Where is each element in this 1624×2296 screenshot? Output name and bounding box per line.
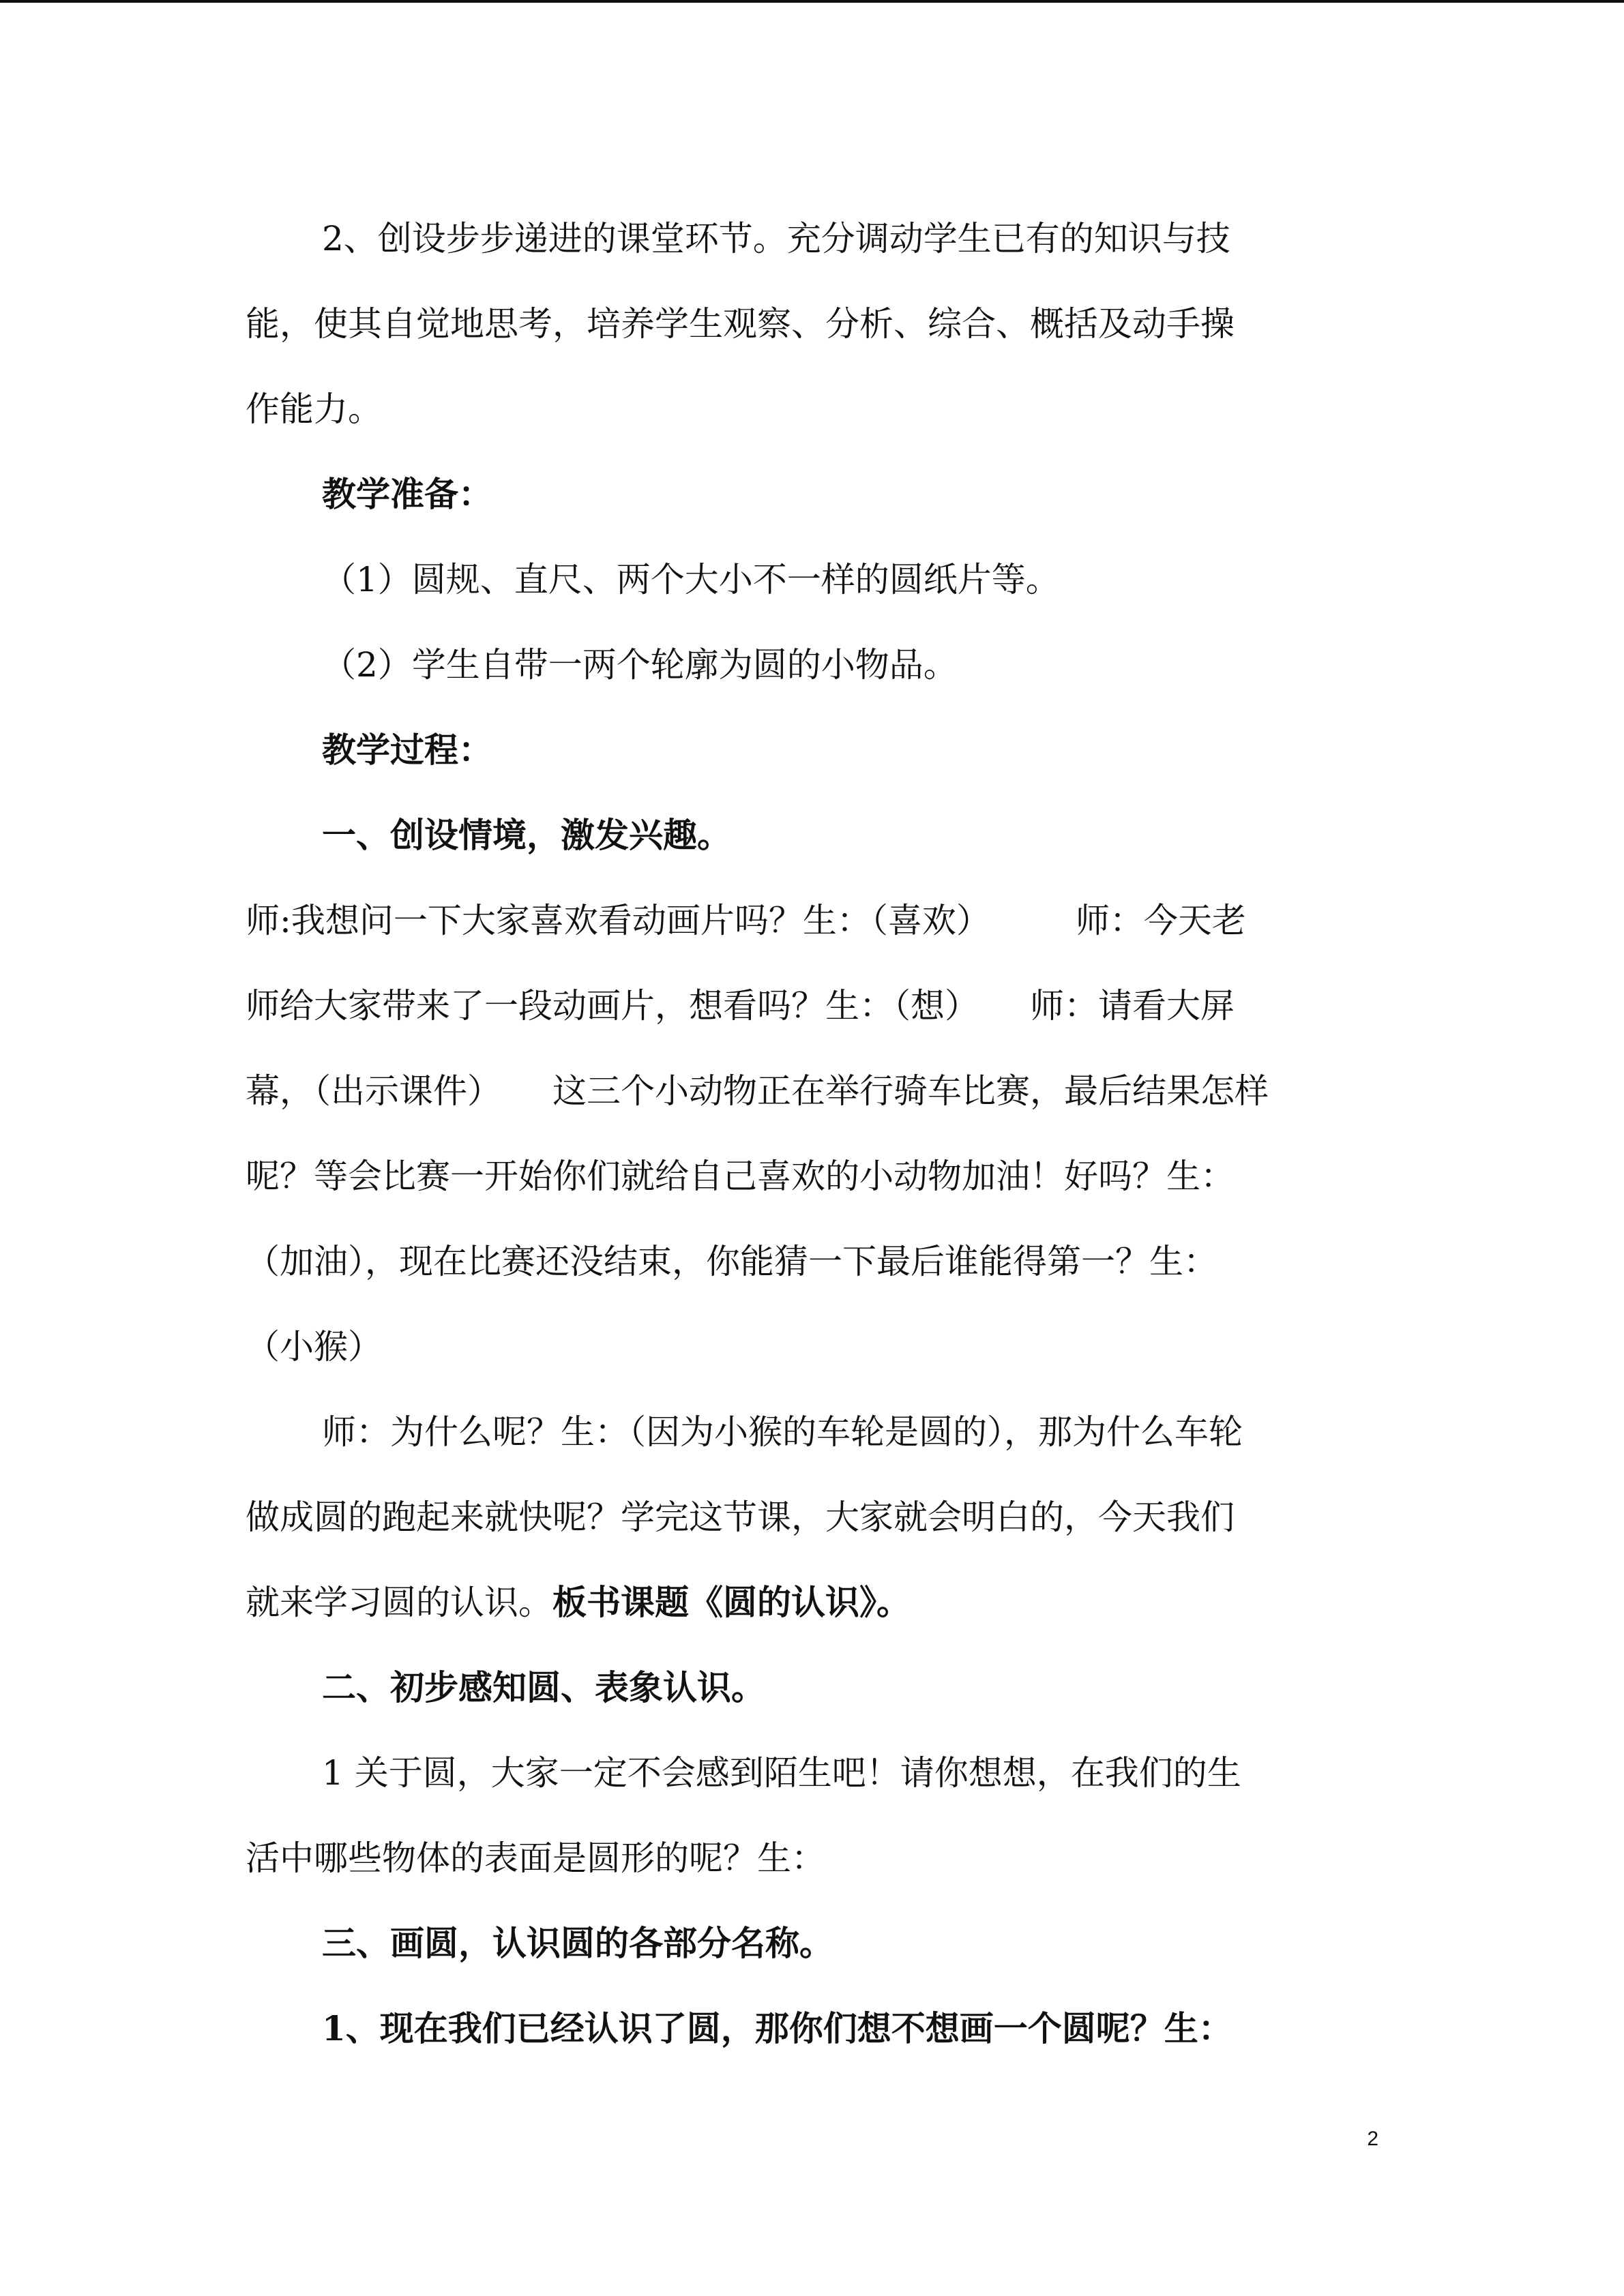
dialogue-line-1: 师:我想问一下大家喜欢看动画片吗？生：（喜欢） 师：今天老 [246,901,1246,940]
paragraph-why-text: 就来学习圆的认识。 [246,1583,552,1622]
paragraph-why-line-3 [246,1579,911,1626]
paragraph-goal-2-line-1: 2、创设步步递进的课堂环节。充分调动学生已有的知识与技 [322,219,1230,258]
section-heading-1: 一、创设情境，激发兴趣。 [322,815,731,855]
preparation-item-1: （1）圆规、直尺、两个大小不一样的圆纸片等。 [322,560,1060,599]
page-number: 2 [1367,2128,1378,2150]
section-heading-2: 二、初步感知圆、表象认识。 [322,1667,765,1708]
preparation-item-2: （2）学生自带一两个轮廓为圆的小物品。 [322,645,958,685]
paragraph-goal-2-line-2: 能，使其自觉地思考，培养学生观察、分析、综合、概括及动手操 [246,304,1235,344]
document-page [246,0,1385,2296]
paragraph-why-line-1: 师：为什么呢？生：（因为小猴的车轮是圆的），那为什么车轮 [322,1412,1243,1452]
section-heading-3: 三、画圆，认识圆的各部分名称。 [322,1923,833,1963]
heading-teaching-preparation: 教学准备： [322,474,492,514]
board-title-text: 板书课题《圆的认识》。 [552,1582,911,1622]
dialogue-line-4: 呢？等会比赛一开始你们就给自己喜欢的小动物加油！好吗？生： [246,1157,1235,1196]
paragraph-circle-line-2: 活中哪些物体的表面是圆形的呢？生： [246,1838,825,1878]
dialogue-line-3: 幕，（出示课件） 这三个小动物正在举行骑车比赛，最后结果怎样 [246,1071,1269,1111]
dialogue-line-2: 师给大家带来了一段动画片，想看吗？生：（想） 师：请看大屏 [246,986,1235,1026]
paragraph-circle-line-1: 1 关于圆，大家一定不会感到陌生吧！请你想想，在我们的生 [322,1753,1241,1793]
dialogue-line-5: （加油），现在比赛还没结束，你能猜一下最后谁能得第一？生： [246,1242,1217,1281]
section-3-item-1: 1、现在我们已经认识了圆，那你们想不想画一个圆呢？生： [322,2008,1232,2048]
dialogue-line-6: （小猴） [246,1327,382,1367]
heading-teaching-process: 教学过程： [322,730,492,770]
paragraph-goal-2-line-3: 作能力。 [246,389,382,429]
paragraph-why-line-2: 做成圆的跑起来就快呢？学完这节课，大家就会明白的，今天我们 [246,1497,1235,1537]
